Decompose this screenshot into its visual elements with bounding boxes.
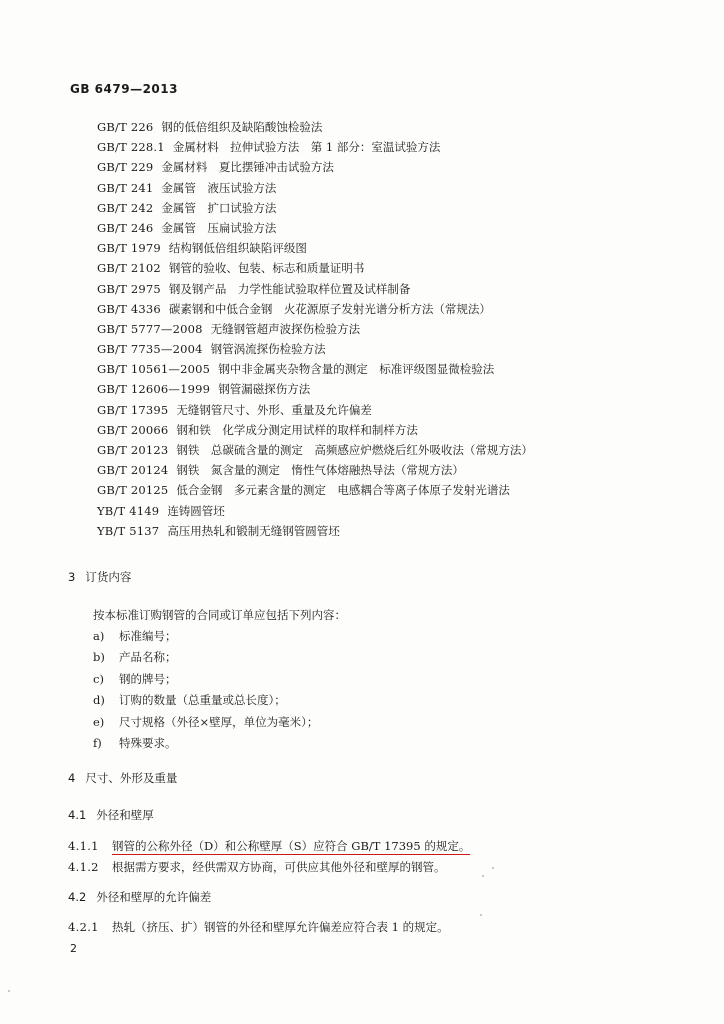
reference-item <box>97 117 687 137</box>
clause-4-2-1 <box>68 919 449 935</box>
reference-item <box>97 319 687 339</box>
reference-code: GB/T 17395 <box>97 402 169 417</box>
order-content-list <box>93 626 318 754</box>
reference-title: 钢管的验收、包装、标志和质量证明书 <box>168 261 365 276</box>
reference-item <box>97 238 687 258</box>
list-item <box>93 690 318 711</box>
reference-code: YB/T 4149 <box>97 503 160 518</box>
clause-number: 4.1.2 <box>68 860 99 874</box>
subsection-4-1-heading <box>68 807 154 823</box>
reference-code: GB/T 20066 <box>97 422 169 437</box>
list-text: 产品名称； <box>119 650 177 665</box>
reference-code: GB/T 10561—2005 <box>97 362 211 377</box>
reference-item <box>97 359 687 379</box>
reference-title: 钢的低倍组织及缺陷酸蚀检验法 <box>161 120 323 134</box>
reference-code: GB/T 2102 <box>97 261 161 276</box>
section-number: 4 <box>68 771 76 785</box>
subsection-title: 外径和壁厚 <box>96 808 154 822</box>
reference-code: GB/T 229 <box>97 160 154 175</box>
section-title: 订货内容 <box>85 570 132 584</box>
reference-item <box>97 480 687 500</box>
reference-code: GB/T 4336 <box>97 301 161 316</box>
subsection-number: 4.2 <box>68 890 87 904</box>
reference-title: 金属材料 拉伸试验方法 第 1 部分：室温试验方法 <box>172 140 441 155</box>
list-item <box>93 669 318 690</box>
reference-item <box>97 501 687 521</box>
reference-code: GB/T 20124 <box>97 463 169 478</box>
reference-code: GB/T 2975 <box>97 281 161 296</box>
list-marker: e) <box>93 714 105 729</box>
clause-4-1-1 <box>68 838 470 854</box>
reference-code: GB/T 226 <box>97 120 154 134</box>
scan-speck <box>482 875 484 877</box>
list-item <box>93 733 318 754</box>
section-title: 尺寸、外形及重量 <box>85 771 178 785</box>
reference-code: GB/T 7735—2004 <box>97 342 203 357</box>
reference-code: GB/T 20125 <box>97 483 169 498</box>
reference-code: GB/T 241 <box>97 180 154 195</box>
reference-title: 无缝钢管超声波探伤检验方法 <box>210 321 361 336</box>
clause-text-underlined: 钢管的公称外径（D）和公称壁厚（S）应符合 GB/T 17395 的规定。 <box>112 839 471 853</box>
reference-code: GB/T 5777—2008 <box>97 321 203 336</box>
reference-item <box>97 218 687 238</box>
list-marker: a) <box>93 629 105 643</box>
reference-title: 金属管 压扁试验方法 <box>161 220 277 235</box>
subsection-4-2-heading <box>68 889 211 905</box>
reference-title: 碳素钢和中低合金钢 火花源原子发射光谱分析方法（常规法） <box>168 301 491 316</box>
page-number: 2 <box>70 942 77 955</box>
reference-title: 钢及钢产品 力学性能试验取样位置及试样制备 <box>168 281 411 296</box>
reference-title: 低合金钢 多元素含量的测定 电感耦合等离子体原子发射光谱法 <box>176 483 510 498</box>
reference-item <box>97 137 687 157</box>
reference-title: 钢中非金属夹杂物含量的测定 标准评级图显微检验法 <box>218 362 495 377</box>
list-text: 标准编号； <box>119 629 177 643</box>
reference-title: 钢铁 总碳硫含量的测定 高频感应炉燃烧后红外吸收法（常规方法） <box>176 443 533 457</box>
reference-item <box>97 339 687 359</box>
clause-number: 4.2.1 <box>68 920 99 934</box>
reference-code: GB/T 20123 <box>97 443 169 457</box>
clause-text: 根据需方要求，经供需双方协商，可供应其他外径和壁厚的钢管。 <box>112 860 446 874</box>
scan-speck <box>492 867 494 869</box>
reference-title: 钢管涡流探伤检验方法 <box>210 342 326 357</box>
reference-item <box>97 379 687 399</box>
section-3-heading <box>68 569 131 585</box>
reference-item <box>97 279 687 299</box>
reference-item <box>97 157 687 177</box>
subsection-number: 4.1 <box>68 808 87 822</box>
scan-speck <box>8 990 10 992</box>
reference-code: GB/T 246 <box>97 220 154 235</box>
reference-title: 高压用热轧和锻制无缝钢管圆管坯 <box>167 523 340 538</box>
scan-speck <box>480 914 482 916</box>
reference-code: GB/T 242 <box>97 200 154 215</box>
list-item <box>93 626 318 647</box>
list-marker: c) <box>93 671 104 686</box>
list-marker: f) <box>93 735 102 750</box>
clause-4-1-2 <box>68 859 446 875</box>
reference-title: 金属材料 夏比摆锤冲击试验方法 <box>161 160 334 175</box>
reference-item <box>97 440 687 460</box>
list-marker: d) <box>93 693 105 708</box>
list-marker: b) <box>93 650 105 665</box>
list-text: 特殊要求。 <box>119 735 177 750</box>
section-3-intro: 按本标准订购钢管的合同或订单应包括下列内容： <box>93 608 346 622</box>
reference-title: 结构钢低倍组织缺陷评级图 <box>168 241 307 256</box>
list-text: 尺寸规格（外径×壁厚，单位为毫米）； <box>119 714 319 729</box>
reference-item <box>97 460 687 480</box>
reference-title: 钢铁 氮含量的测定 惰性气体熔融热导法（常规方法） <box>176 463 464 478</box>
clause-number: 4.1.1 <box>68 839 99 853</box>
subsection-title: 外径和壁厚的允许偏差 <box>96 890 212 904</box>
reference-item <box>97 420 687 440</box>
list-text: 钢的牌号； <box>119 671 177 686</box>
reference-code: YB/T 5137 <box>97 523 160 538</box>
reference-item <box>97 198 687 218</box>
reference-item <box>97 178 687 198</box>
reference-title: 连铸圆管坯 <box>167 503 225 518</box>
reference-item <box>97 299 687 319</box>
reference-code: GB/T 228.1 <box>97 140 165 155</box>
section-number: 3 <box>68 570 76 584</box>
reference-title: 金属管 扩口试验方法 <box>161 200 277 215</box>
normative-references-list <box>97 117 687 541</box>
reference-title: 金属管 液压试验方法 <box>161 180 277 195</box>
reference-code: GB/T 1979 <box>97 241 161 256</box>
reference-item <box>97 400 687 420</box>
reference-code: GB/T 12606—1999 <box>97 382 211 397</box>
reference-title: 钢管漏磁探伤方法 <box>218 382 311 397</box>
list-text: 订购的数量（总重量或总长度）； <box>119 693 286 708</box>
reference-title: 无缝钢管尺寸、外形、重量及允许偏差 <box>176 402 372 417</box>
standard-header: GB 6479—2013 <box>70 82 178 96</box>
list-item <box>93 712 318 733</box>
reference-item <box>97 521 687 541</box>
list-item <box>93 647 318 668</box>
reference-item <box>97 258 687 278</box>
reference-title: 钢和铁 化学成分测定用试样的取样和制样方法 <box>176 422 418 437</box>
clause-text: 热轧（挤压、扩）钢管的外径和壁厚允许偏差应符合表 1 的规定。 <box>112 920 449 934</box>
section-4-heading <box>68 770 177 786</box>
